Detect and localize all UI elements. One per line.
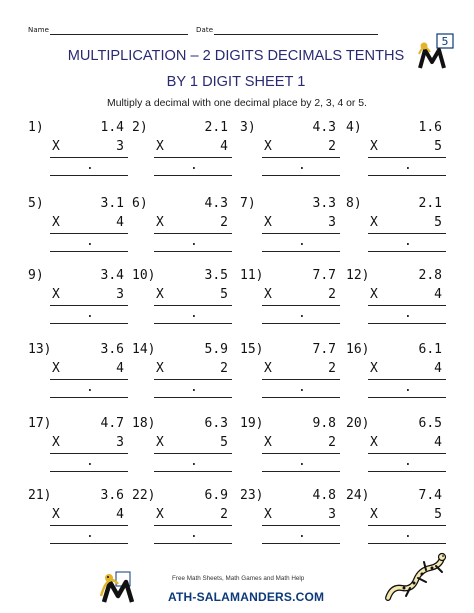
multiplier: 2 [220,361,228,376]
problem-7 [240,196,340,256]
problem-3 [240,120,340,180]
answer-decimal-point: . [404,526,412,541]
multiply-sign: X [264,215,272,230]
answer-line[interactable] [262,543,340,544]
answer-decimal-point: . [190,454,198,469]
problem-number: 8) [346,196,362,211]
multiply-sign: X [52,361,60,376]
multiply-sign: X [370,139,378,154]
multiply-sign: X [370,435,378,450]
multiply-sign: X [156,361,164,376]
date-line[interactable] [214,34,378,35]
product-rule [368,453,446,454]
product-rule [262,233,340,234]
product-rule [154,233,232,234]
product-rule [154,525,232,526]
multiply-sign: X [156,139,164,154]
problem-1 [28,120,128,180]
answer-line[interactable] [262,323,340,324]
problem-number: 24) [346,488,370,503]
multiplier: 4 [116,361,124,376]
multiply-sign: X [156,215,164,230]
answer-line[interactable] [262,397,340,398]
problem-number: 11) [240,268,264,283]
answer-line[interactable] [262,251,340,252]
problem-number: 19) [240,416,264,431]
answer-line[interactable] [50,543,128,544]
name-line[interactable] [50,34,188,35]
multiplicand: 4.8 [312,488,336,503]
problem-19 [240,416,340,476]
problem-number: 13) [28,342,52,357]
multiplicand: 3.4 [100,268,124,283]
problem-number: 10) [132,268,156,283]
multiply-sign: X [370,287,378,302]
multiplicand: 2.1 [418,196,442,211]
answer-line[interactable] [368,471,446,472]
multiplier: 5 [434,215,442,230]
multiplicand: 3.6 [100,342,124,357]
lizard-icon [382,550,452,606]
problem-5 [28,196,128,256]
multiply-sign: X [370,215,378,230]
answer-decimal-point: . [404,234,412,249]
multiplicand: 7.4 [418,488,442,503]
product-rule [154,305,232,306]
problem-15 [240,342,340,402]
salamander-mascot-icon [98,568,170,604]
answer-decimal-point: . [190,306,198,321]
name-label: Name [28,26,50,34]
multiplicand: 2.1 [204,120,228,135]
answer-line[interactable] [154,251,232,252]
product-rule [154,157,232,158]
multiplier: 2 [328,361,336,376]
problem-23 [240,488,340,548]
problem-number: 1) [28,120,44,135]
answer-line[interactable] [368,543,446,544]
product-rule [154,379,232,380]
multiplicand: 4.3 [312,120,336,135]
answer-line[interactable] [262,471,340,472]
worksheet-subtitle: BY 1 DIGIT SHEET 1 [166,74,306,90]
multiplier: 4 [220,139,228,154]
answer-decimal-point: . [298,234,306,249]
answer-line[interactable] [262,175,340,176]
multiply-sign: X [52,215,60,230]
multiplier: 3 [116,287,124,302]
answer-decimal-point: . [86,380,94,395]
problem-number: 2) [132,120,148,135]
answer-line[interactable] [50,471,128,472]
multiply-sign: X [264,287,272,302]
problem-20 [346,416,446,476]
footer-brand[interactable]: ATH-SALAMANDERS.COM [168,590,325,604]
product-rule [50,379,128,380]
product-rule [50,525,128,526]
multiply-sign: X [156,287,164,302]
math-m-grade-icon [416,32,456,72]
date-label: Date [196,26,214,34]
answer-line[interactable] [154,471,232,472]
product-rule [368,157,446,158]
multiplier: 3 [328,215,336,230]
problem-number: 22) [132,488,156,503]
problem-16 [346,342,446,402]
multiplicand: 3.1 [100,196,124,211]
product-rule [262,525,340,526]
multiplier: 3 [328,507,336,522]
problem-number: 15) [240,342,264,357]
problem-number: 4) [346,120,362,135]
problem-11 [240,268,340,328]
multiplicand: 3.6 [100,488,124,503]
product-rule [50,233,128,234]
multiplicand: 6.1 [418,342,442,357]
problem-10 [132,268,232,328]
problem-number: 5) [28,196,44,211]
multiplicand: 2.8 [418,268,442,283]
multiplicand: 6.3 [204,416,228,431]
multiplier: 5 [220,287,228,302]
multiply-sign: X [264,139,272,154]
answer-decimal-point: . [404,158,412,173]
multiplier: 5 [434,507,442,522]
multiplier: 3 [116,139,124,154]
multiply-sign: X [370,507,378,522]
multiply-sign: X [52,139,60,154]
multiplier: 5 [434,139,442,154]
multiplicand: 7.7 [312,268,336,283]
answer-decimal-point: . [298,380,306,395]
multiplier: 2 [220,215,228,230]
product-rule [368,233,446,234]
multiplier: 4 [434,435,442,450]
multiplicand: 4.7 [100,416,124,431]
problem-number: 23) [240,488,264,503]
multiplier: 2 [328,139,336,154]
answer-line[interactable] [368,397,446,398]
problem-number: 18) [132,416,156,431]
product-rule [368,305,446,306]
answer-decimal-point: . [298,454,306,469]
multiplier: 2 [220,507,228,522]
problem-17 [28,416,128,476]
multiply-sign: X [52,435,60,450]
multiply-sign: X [156,435,164,450]
answer-decimal-point: . [298,526,306,541]
answer-decimal-point: . [86,158,94,173]
problem-6 [132,196,232,256]
multiplicand: 3.5 [204,268,228,283]
multiply-sign: X [52,507,60,522]
product-rule [50,453,128,454]
answer-line[interactable] [368,323,446,324]
product-rule [368,379,446,380]
problem-number: 20) [346,416,370,431]
problem-18 [132,416,232,476]
answer-decimal-point: . [190,158,198,173]
multiply-sign: X [264,507,272,522]
problem-24 [346,488,446,548]
problem-number: 9) [28,268,44,283]
product-rule [154,453,232,454]
answer-decimal-point: . [86,234,94,249]
multiplicand: 7.7 [312,342,336,357]
multiplier: 3 [116,435,124,450]
product-rule [262,379,340,380]
product-rule [262,453,340,454]
answer-decimal-point: . [190,380,198,395]
answer-line[interactable] [368,175,446,176]
answer-decimal-point: . [86,454,94,469]
problem-12 [346,268,446,328]
answer-decimal-point: . [86,526,94,541]
multiplicand: 4.3 [204,196,228,211]
multiply-sign: X [370,361,378,376]
multiplicand: 1.4 [100,120,124,135]
instructions: Multiply a decimal with one decimal place by 2, 3, 4 or 5. [107,98,367,109]
multiplicand: 5.9 [204,342,228,357]
problem-number: 12) [346,268,370,283]
problem-13 [28,342,128,402]
problem-4 [346,120,446,180]
multiply-sign: X [264,361,272,376]
multiplicand: 9.8 [312,416,336,431]
problem-9 [28,268,128,328]
problem-number: 14) [132,342,156,357]
multiplier: 2 [328,435,336,450]
answer-line[interactable] [50,397,128,398]
problem-22 [132,488,232,548]
problem-number: 6) [132,196,148,211]
multiplicand: 3.3 [312,196,336,211]
answer-line[interactable] [50,175,128,176]
problem-8 [346,196,446,256]
grade-number: 5 [441,35,449,48]
answer-decimal-point: . [86,306,94,321]
product-rule [50,157,128,158]
multiplier: 4 [116,507,124,522]
problem-2 [132,120,232,180]
multiply-sign: X [156,507,164,522]
answer-decimal-point: . [404,380,412,395]
answer-line[interactable] [154,397,232,398]
multiply-sign: X [52,287,60,302]
answer-decimal-point: . [404,306,412,321]
answer-decimal-point: . [298,306,306,321]
problem-21 [28,488,128,548]
multiplier: 2 [328,287,336,302]
answer-line[interactable] [154,175,232,176]
problem-number: 17) [28,416,52,431]
product-rule [368,525,446,526]
answer-line[interactable] [50,251,128,252]
product-rule [262,157,340,158]
answer-line[interactable] [368,251,446,252]
answer-line[interactable] [154,543,232,544]
problem-number: 21) [28,488,52,503]
answer-decimal-point: . [404,454,412,469]
product-rule [262,305,340,306]
multiplicand: 1.6 [418,120,442,135]
multiplicand: 6.9 [204,488,228,503]
problem-14 [132,342,232,402]
answer-line[interactable] [154,323,232,324]
answer-line[interactable] [50,323,128,324]
problem-number: 16) [346,342,370,357]
multiplier: 4 [434,287,442,302]
multiplier: 5 [220,435,228,450]
problem-number: 3) [240,120,256,135]
answer-decimal-point: . [190,234,198,249]
answer-decimal-point: . [298,158,306,173]
footer-tagline: Free Math Sheets, Math Games and Math Help [172,575,305,582]
multiply-sign: X [264,435,272,450]
problem-number: 7) [240,196,256,211]
multiplicand: 6.5 [418,416,442,431]
product-rule [50,305,128,306]
multiplier: 4 [434,361,442,376]
answer-decimal-point: . [190,526,198,541]
multiplier: 4 [116,215,124,230]
worksheet-title: MULTIPLICATION – 2 DIGITS DECIMALS TENTHS [67,48,405,64]
